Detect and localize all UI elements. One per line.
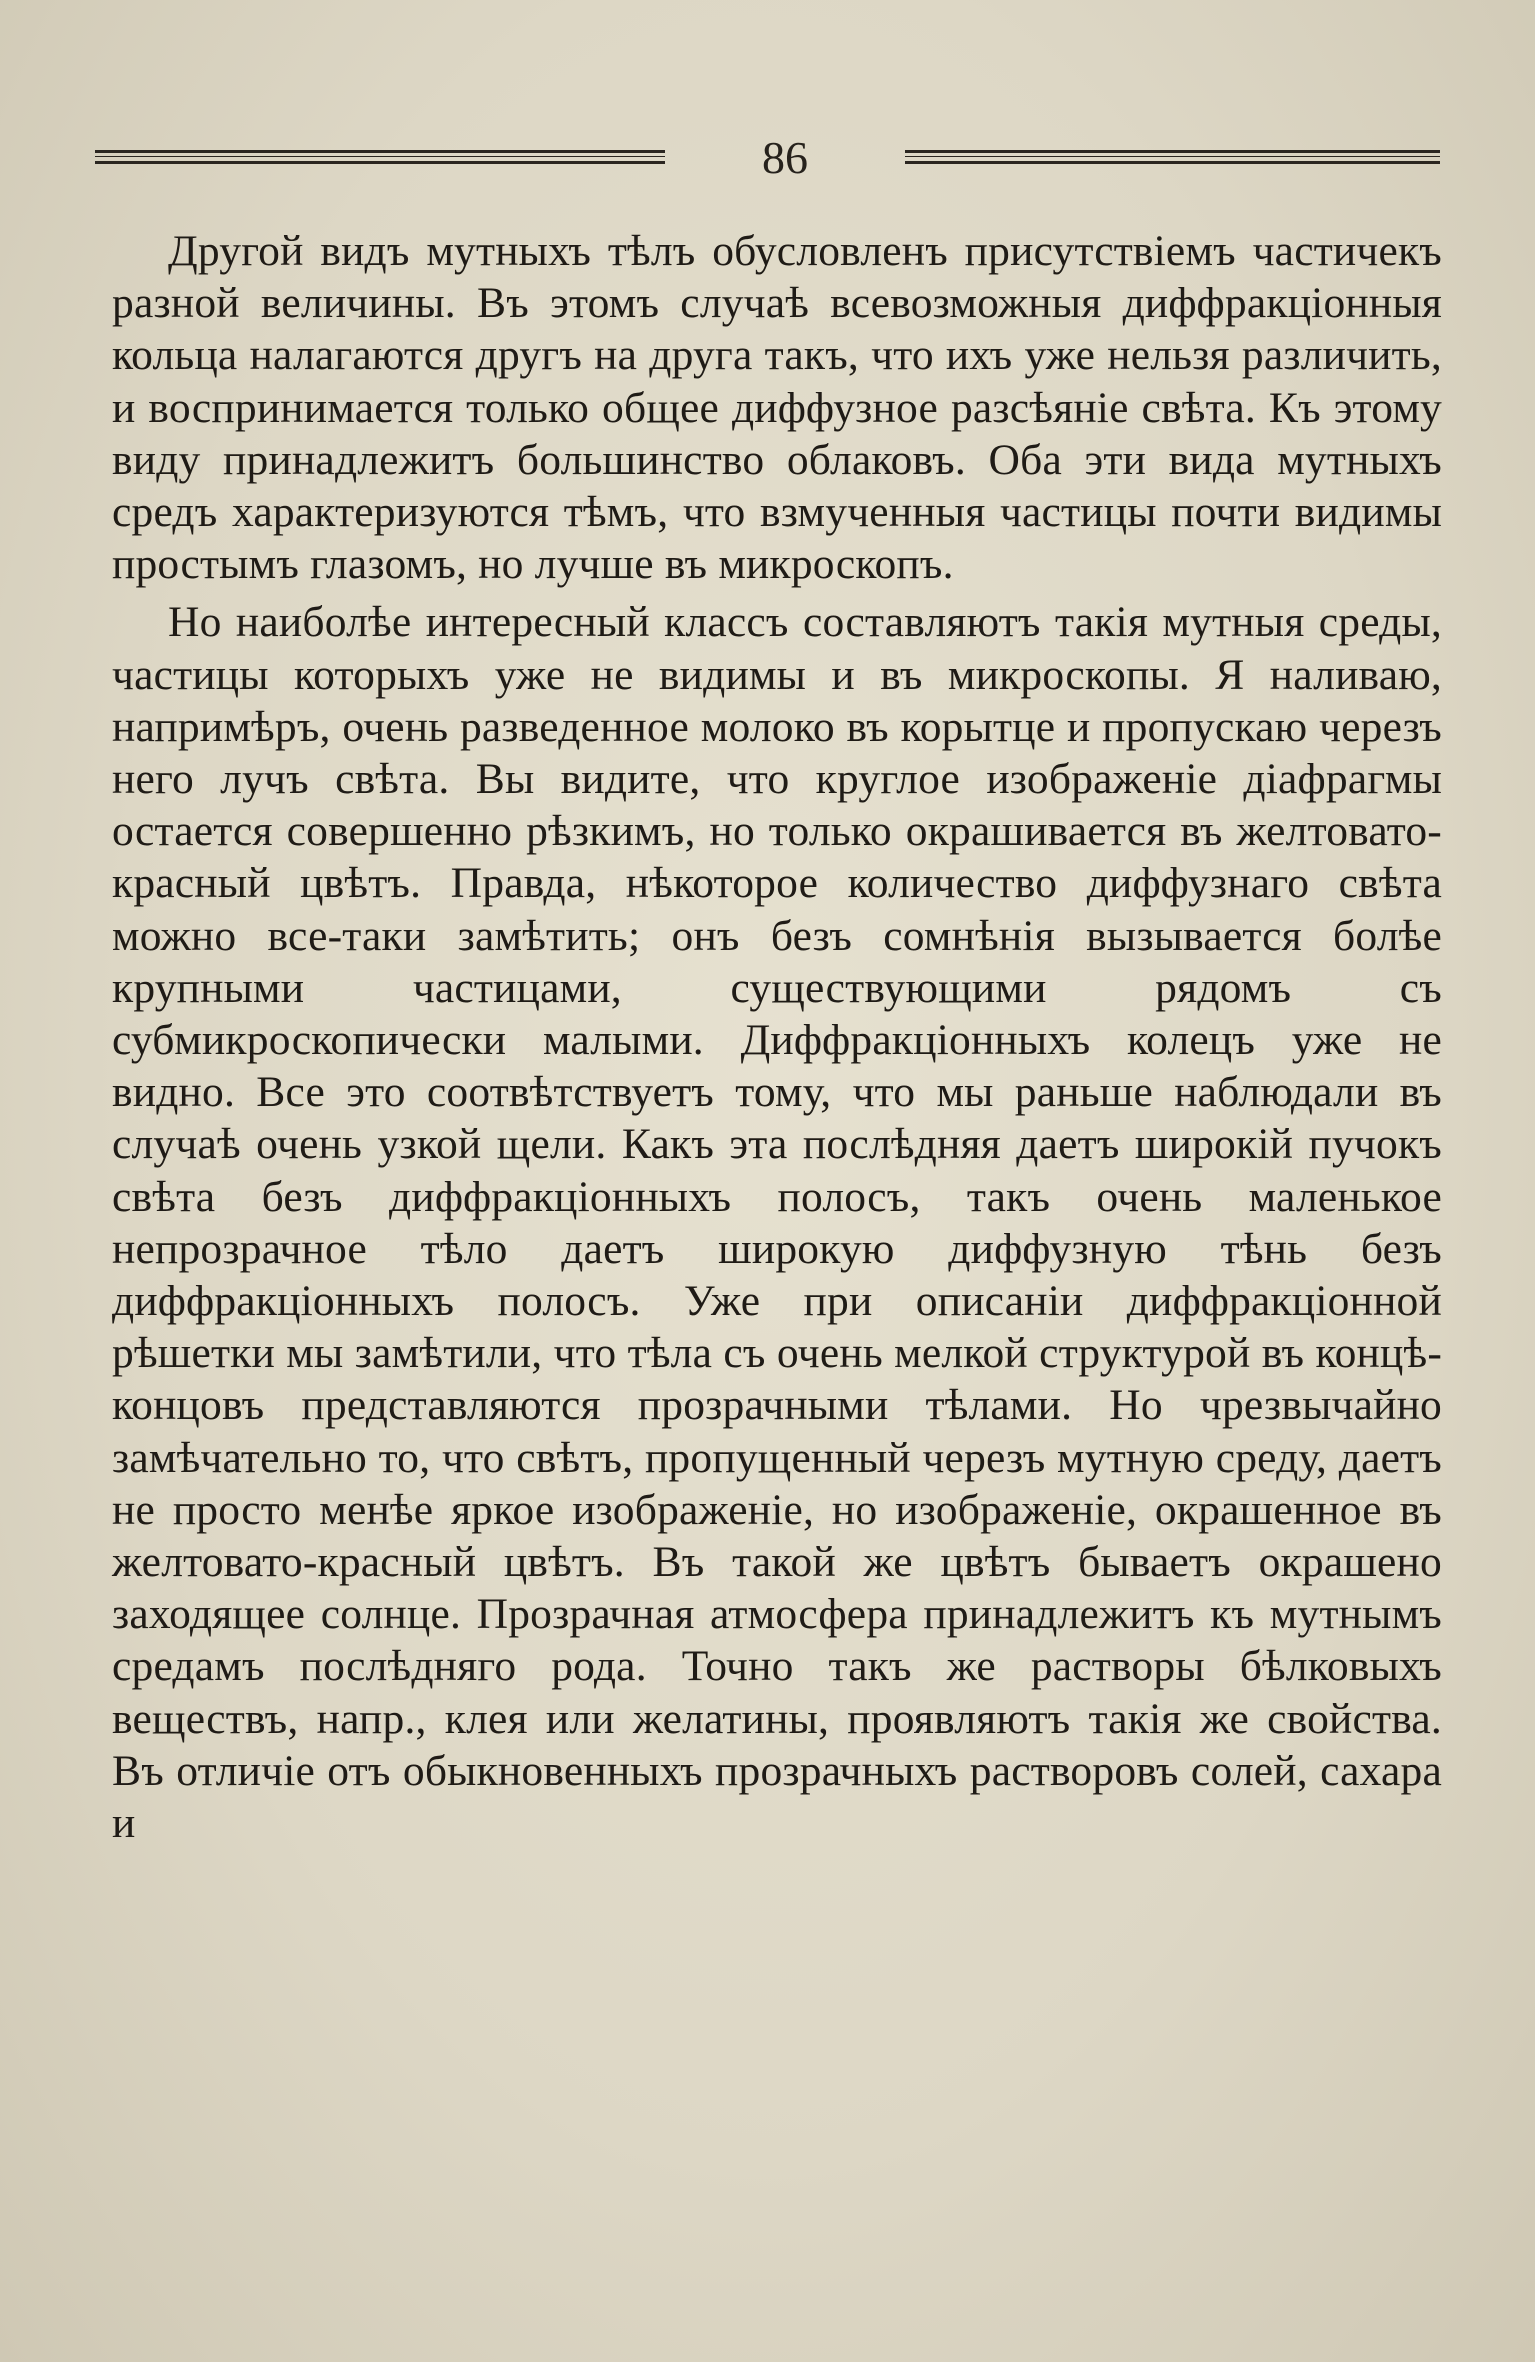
paragraph-1: Другой видъ мутныхъ тѣлъ обусловленъ присутствіемъ частичекъ разной величины. Въ этомъ случаѣ всевозможныя диффракціонныя кольца налагаются другъ на друга такъ, что ихъ уже нельзя различить, и воспринимается только общее диффузное разсѣяніе свѣта. Къ этому виду принадлежитъ большинство облаковъ. Оба эти вида мутныхъ средъ характеризуются тѣмъ, что взмученныя частицы почти видимы простымъ глазомъ, но лучше въ микроскопъ. <box>112 227 1442 589</box>
body-text <box>112 225 1442 1849</box>
header-rule-left <box>95 150 665 164</box>
header-rule-right <box>905 150 1440 164</box>
page-header <box>95 128 1440 188</box>
page-number: 86 <box>762 132 808 183</box>
paragraph-2: Но наиболѣе интересный классъ составляютъ такія мутныя среды, частицы которыхъ уже не видимы и въ микроскопы. Я наливаю, напримѣръ, очень разведенное молоко въ корытце и пропускаю черезъ него лучъ свѣта. Вы видите, что круглое изображеніе діафрагмы остается совершенно рѣзкимъ, но только окрашивается въ желтовато-красный цвѣтъ. Правда, нѣкоторое количество диффузнаго свѣта можно все-таки замѣтить; онъ безъ сомнѣнія вызывается болѣе крупными частицами, существующими рядомъ съ субмикроскопически малыми. Диффракціонныхъ колецъ уже не видно. Все это соотвѣтствуетъ тому, что мы раньше наблюдали въ случаѣ очень узкой щели. Какъ эта послѣдняя даетъ широкій пучокъ свѣта безъ диффракціонныхъ полосъ, такъ очень маленькое непрозрачное тѣло даетъ широкую диффузную тѣнь безъ диффракціонныхъ полосъ. Уже при описаніи диффракціонной рѣшетки мы замѣтили, что тѣла съ очень мелкой структурой въ концѣ-концовъ представляются прозрачными тѣлами. Но чрезвычайно замѣчательно то, что свѣтъ, пропущенный черезъ мутную среду, даетъ не просто менѣе яркое изображеніе, но изображеніе, окрашенное въ желтовато-красный цвѣтъ. Въ такой же цвѣтъ бываетъ окрашено заходящее солнце. Прозрачная атмосфера принадлежитъ къ мутнымъ средамъ послѣдняго рода. Точно такъ же растворы бѣлковыхъ веществъ, напр., клея или желатины, проявляютъ такія же свойства. Въ отличіе отъ обыкновенныхъ прозрачныхъ растворовъ солей, сахара и <box>112 598 1442 1848</box>
